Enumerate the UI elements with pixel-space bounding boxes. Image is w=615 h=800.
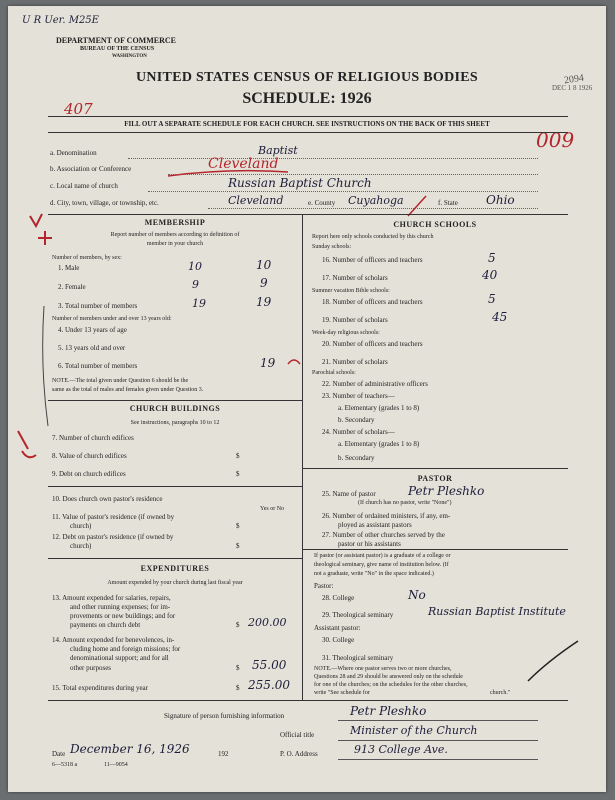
official-title-label: Official title (280, 731, 315, 739)
pastor-title: PASTOR (417, 474, 453, 483)
q7-label: 7. Number of church edifices (52, 434, 134, 442)
instruction-line: FILL OUT A SEPARATE SCHEDULE FOR EACH CHURCH. SEE INSTRUCTIONS ON THE BACK OF THIS SHEET (124, 120, 490, 128)
q11-dollar: $ (236, 522, 240, 530)
q11-label-a: 11. Value of pastor's residence (if owned by (52, 513, 175, 521)
q17-label: 17. Number of scholars (322, 274, 388, 282)
q30-label: 30. College (322, 636, 355, 644)
signature-label: Signature of person furnishing information (164, 712, 285, 720)
schedule-number: 009 (536, 128, 575, 152)
q15-label: 15. Total expenditures during year (52, 684, 148, 692)
pastor-note-2: Questions 28 and 29 should be answered only on the schedule (314, 674, 463, 680)
expenditures-subtitle: Amount expended by your church during last fiscal year (107, 580, 243, 586)
q12-label-b: church) (70, 542, 92, 550)
q14-label-a: 14. Amount expended for benevolences, in- (52, 636, 175, 644)
expenditures-title: EXPENDITURES (140, 564, 210, 573)
q24a-label: a. Elementary (grades 1 to 8) (338, 440, 420, 448)
q19-label: 19. Number of scholars (322, 316, 388, 324)
q31-label: 31. Theological seminary (322, 654, 394, 662)
q13-label-b: and other running expenses; for im- (70, 603, 171, 611)
q2-value-b: 9 (260, 276, 268, 290)
local-name-value: Russian Baptist Church (228, 176, 372, 190)
graduate-note-2: theological seminary, give name of institution below. (If (314, 562, 449, 568)
q29-label: 29. Theological seminary (322, 611, 394, 619)
pastor-note-4: write "See schedule for (314, 690, 370, 696)
q8-label: 8. Value of church edifices (52, 452, 127, 460)
denomination-label: a. Denomination (50, 149, 97, 157)
signature-value: Petr Pleshko (350, 704, 427, 718)
q14-dollar: $ (236, 664, 240, 672)
county-value: Cuyahoga (348, 194, 404, 207)
q15-dollar: $ (236, 684, 240, 692)
q12-dollar: $ (236, 542, 240, 550)
q22-label: 22. Number of administrative officers (322, 380, 428, 388)
summer-label: Summer vacation Bible schools: (312, 288, 390, 294)
q2-value-a: 9 (192, 278, 199, 291)
q15-value: 255.00 (248, 678, 290, 692)
local-name-label: c. Local name of church (50, 182, 118, 190)
pastor-label: Pastor: (314, 582, 334, 590)
q6-label: 6. Total number of members (58, 362, 138, 370)
q8-dollar: $ (236, 452, 240, 460)
q18-value: 5 (488, 292, 496, 306)
graduate-note-1: If pastor (or assistant pastor) is a graduate of a college or (314, 553, 451, 559)
membership-subtitle-2: member in your church (146, 241, 204, 247)
q14-label-b: cluding home and foreign missions; for (70, 645, 181, 653)
membership-subtitle-1: Report number of members according to definition of (110, 232, 240, 238)
q10-label: 10. Does church own pastor's residence (52, 495, 163, 503)
schedule-title: SCHEDULE: 1926 (242, 90, 372, 107)
q9-label: 9. Debt on church edifices (52, 470, 126, 478)
q24b-label: b. Secondary (338, 454, 375, 462)
q6-value: 19 (260, 356, 276, 370)
q4-label: 4. Under 13 years of age (58, 326, 127, 334)
pastor-note-1: NOTE.—Where one pastor serves two or more churches, (314, 666, 452, 672)
received-stamp: DEC 1 8 1926 (552, 84, 593, 92)
pastor-note-3: for one of the churches; on the schedules for the other churches, (314, 682, 468, 688)
q14-value: 55.00 (252, 658, 287, 672)
association-label: b. Association or Conference (50, 165, 132, 173)
q27-label-b: pastor or his assistants (338, 540, 401, 548)
q28-value: No (408, 588, 426, 602)
bureau-name: BUREAU OF THE CENSUS (80, 46, 155, 52)
census-schedule-page (8, 6, 606, 792)
dept-name: DEPARTMENT OF COMMERCE (56, 36, 177, 45)
q11-label-b: church) (70, 522, 92, 530)
q19-value: 45 (492, 310, 508, 324)
stamp-number: 2094 (563, 72, 585, 87)
membership-title: MEMBERSHIP (144, 218, 206, 227)
address-value: 913 College Ave. (354, 743, 448, 756)
q1-value-a: 10 (188, 260, 202, 273)
date-value: December 16, 1926 (70, 742, 190, 756)
q13-label-a: 13. Amount expended for salaries, repairs, (52, 594, 171, 602)
parochial-label: Parochial schools: (312, 370, 356, 376)
official-title-value: Minister of the Church (350, 724, 478, 737)
q12-label-a: 12. Debt on pastor's residence (if owned by (52, 533, 174, 541)
q25-note: (If church has no pastor, write "None") (358, 500, 452, 506)
county-label: e. County (308, 199, 336, 207)
q26-label-a: 26. Number of ordained ministers, if any, em- (322, 512, 451, 520)
schools-title: CHURCH SCHOOLS (393, 220, 477, 229)
q25-value: Petr Pleshko (408, 484, 485, 498)
q29-value: Russian Baptist Institute (428, 605, 566, 618)
q3-value-a: 19 (192, 297, 206, 310)
membership-note-1: NOTE.—The total given under Question 6 should be the (52, 378, 189, 384)
q13-label-d: payments on church debt (70, 621, 141, 629)
buildings-subtitle: See instructions, paragraphs 10 to 12 (130, 420, 220, 426)
q3-label: 3. Total number of members (58, 302, 138, 310)
city-value: Cleveland (228, 194, 284, 207)
q13-value: 200.00 (248, 616, 287, 629)
margin-number-407: 407 (64, 100, 93, 118)
q23-label: 23. Number of teachers— (322, 392, 395, 400)
q28-label: 28. College (322, 594, 355, 602)
q14-label-c: denominational support; and for all (70, 654, 169, 662)
q24-label: 24. Number of scholars— (322, 428, 395, 436)
members-by-sex: Number of members, by sex: (52, 255, 122, 261)
q18-label: 18. Number of officers and teachers (322, 298, 423, 306)
city-label: d. City, town, village, or township, etc. (50, 199, 159, 207)
state-value: Ohio (486, 193, 515, 207)
age-header: Number of members under and over 13 years old: (52, 316, 172, 322)
q1-value-b: 10 (256, 258, 272, 272)
form-title: UNITED STATES CENSUS OF RELIGIOUS BODIES (135, 70, 478, 85)
q21-label: 21. Number of scholars (322, 358, 388, 366)
buildings-title: CHURCH BUILDINGS (129, 404, 221, 413)
city-name: WASHINGTON (112, 54, 147, 59)
state-label: f. State (438, 199, 458, 207)
schools-subtitle: Report here only schools conducted by this church (312, 234, 434, 240)
membership-note-2: same as the total of males and females given under Question 3. (52, 387, 204, 393)
q1-label: 1. Male (58, 264, 80, 272)
denomination-value: Baptist (258, 144, 298, 157)
q26-label-b: ployed as assistant pastors (338, 521, 412, 529)
q23b-label: b. Secondary (338, 416, 375, 424)
q5-label: 5. 13 years old and over (58, 344, 126, 352)
q25-label: 25. Name of pastor (322, 490, 376, 498)
q16-label: 16. Number of officers and teachers (322, 256, 423, 264)
q2-label: 2. Female (58, 283, 86, 291)
assistant-label: Assistant pastor: (314, 624, 361, 632)
q14-label-d: other purposes (70, 664, 112, 672)
q9-dollar: $ (236, 470, 240, 478)
form-number-2: 11—9054 (104, 762, 128, 768)
weekday-label: Week-day religious schools: (312, 330, 380, 336)
q27-label-a: 27. Number of other churches served by the (322, 531, 445, 539)
q13-dollar: $ (236, 621, 240, 629)
q13-label-c: provements or new buildings; and for (70, 612, 176, 620)
q16-value: 5 (488, 251, 496, 265)
q23a-label: a. Elementary (grades 1 to 8) (338, 404, 420, 412)
pastor-note-5: church." (490, 690, 511, 696)
year-suffix: 192 (218, 750, 229, 758)
date-label: Date (52, 750, 66, 758)
address-label: P. O. Address (280, 750, 318, 758)
yes-no-label: Yes or No (260, 506, 285, 512)
q3-value-b: 19 (256, 295, 272, 309)
q20-label: 20. Number of officers and teachers (322, 340, 423, 348)
form-number: 6—5318 a (52, 762, 78, 768)
q17-value: 40 (482, 268, 498, 282)
graduate-note-3: not a graduate, write "No" in the space indicated.) (314, 571, 434, 577)
sunday-label: Sunday schools: (312, 244, 352, 250)
association-value: Cleveland (208, 156, 279, 172)
margin-note-top-left: U R Uer. M25E (22, 15, 99, 26)
